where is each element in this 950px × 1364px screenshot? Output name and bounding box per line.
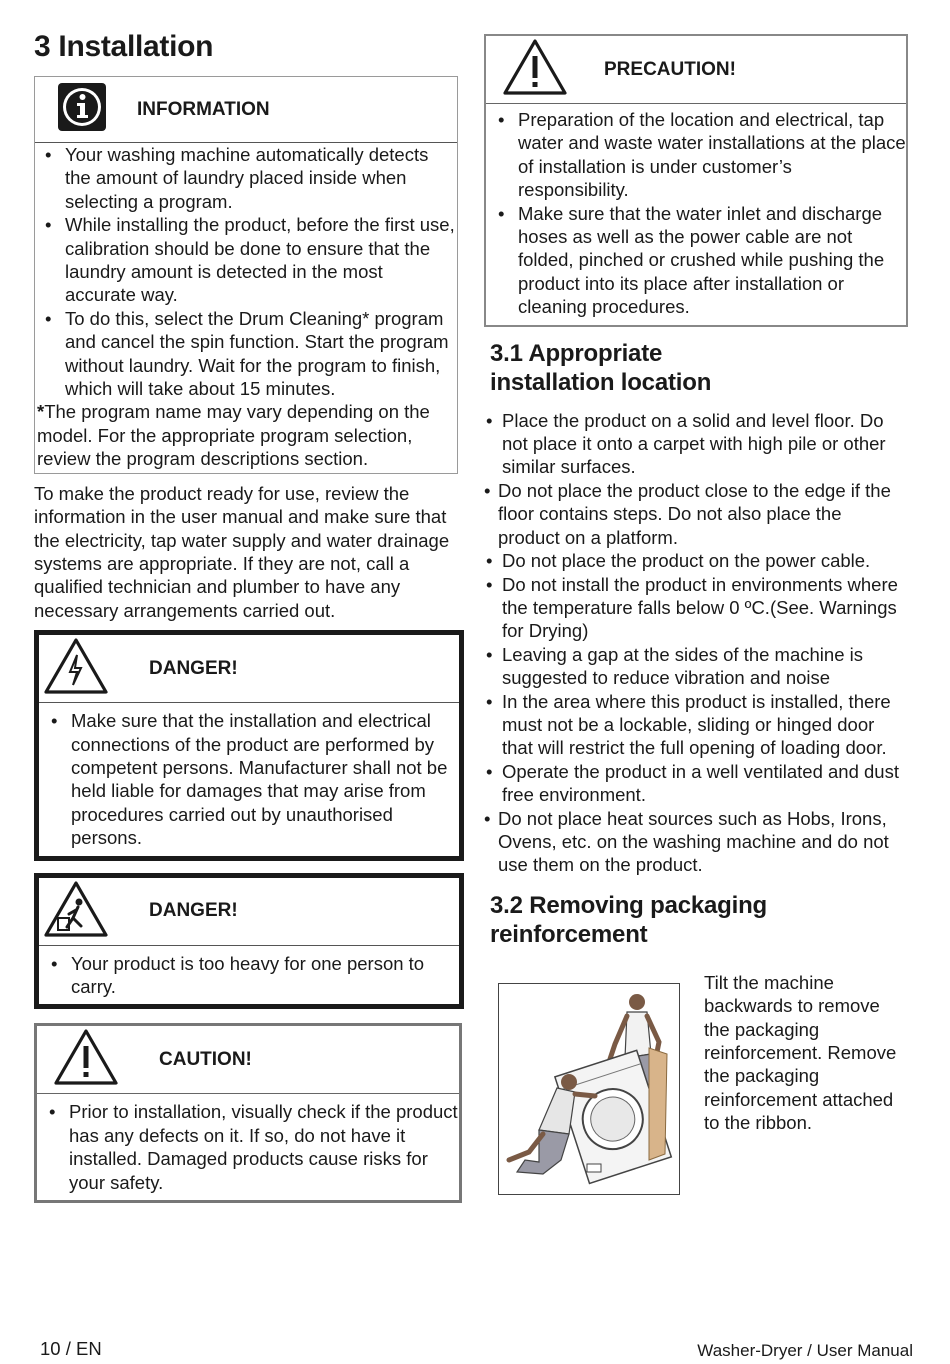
warning-triangle-icon	[502, 38, 568, 101]
danger-heavy-header	[39, 878, 459, 946]
information-list	[35, 143, 457, 400]
packaging-text: Tilt the machine backwards to remove the packaging reinforcement. Remove the packaging reinforcement attached to the ribbon.	[704, 971, 897, 1134]
heavy-load-icon	[43, 880, 109, 943]
list-item: • While installing the product, before the first use, calibration should be done to ensure that the laundry amount is detected in the most accurate way.	[35, 213, 457, 307]
packaging-figure-row	[484, 971, 908, 1195]
caution-label: CAUTION!	[159, 1048, 252, 1070]
page-title: 3 Installation	[34, 30, 214, 63]
precaution-label: PRECAUTION!	[604, 58, 736, 80]
list-item: • Your product is too heavy for one person to carry.	[39, 952, 459, 999]
danger-electric-list	[39, 703, 459, 855]
note-text: The program name may vary depending on the model. For the appropriate program selection, review the program descriptions section.	[37, 401, 430, 470]
list-item: • Prior to installation, visually check if the product has any defects on it. If so, do not have it installed. Damaged products cause risks for your safety.	[37, 1100, 459, 1194]
section-32-heading	[490, 891, 908, 949]
list-item: • Place the product on a solid and level floor. Do not place it onto a carpet with high pile or other similar surfaces.	[484, 409, 908, 479]
list-item: • Do not place the product close to the edge if the floor contains steps. Do not also place the product on a platform.	[484, 479, 908, 549]
danger-heavy-box	[34, 873, 464, 1010]
heading-line: 3.2 Removing packaging	[490, 891, 768, 919]
list-item: • Your washing machine automatically detects the amount of laundry placed inside when selecting a program.	[35, 143, 457, 213]
list-item: • Make sure that the water inlet and discharge hoses as well as the power cable are not folded, pinched or crushed while pushing the product into its place after installation or cleaning procedures.	[486, 202, 906, 319]
danger-heavy-list	[39, 946, 459, 1005]
caution-list	[37, 1094, 459, 1200]
information-icon	[57, 82, 107, 137]
danger-electric-header	[39, 635, 459, 703]
precaution-header	[486, 36, 906, 104]
packaging-illustration	[498, 983, 680, 1195]
caution-header	[37, 1026, 459, 1094]
page-number: 10 / EN	[40, 1338, 102, 1359]
list-item: • Leaving a gap at the sides of the machine is suggested to reduce vibration and noise	[484, 643, 908, 690]
caution-box	[34, 1023, 462, 1203]
information-note	[35, 400, 457, 472]
list-item: • Do not place heat sources such as Hobs, Irons, Ovens, etc. on the washing machine and do not use them on the product.	[484, 807, 908, 877]
list-item: • Do not place the product on the power cable.	[484, 549, 908, 572]
precaution-box	[484, 34, 908, 327]
information-box	[34, 76, 458, 474]
list-item: • In the area where this product is installed, there must not be a lockable, sliding or hinged door that will restrict the full opening of loading door.	[484, 690, 908, 760]
intro-paragraph: To make the product ready for use, review the information in the user manual and make sure that the electricity, tap water supply and water drainage systems are appropriate. If they are not, call a qualified technician and plumber to have any necessary arrangements carried out.	[34, 482, 450, 621]
list-item: • Do not install the product in environments where the temperature falls below 0 ºC.(See. Warnings for Drying)	[484, 573, 908, 643]
electric-hazard-icon	[43, 637, 109, 700]
warning-triangle-icon	[53, 1028, 119, 1091]
danger-heavy-label: DANGER!	[149, 900, 238, 922]
list-item: • To do this, select the Drum Cleaning* program and cancel the spin function. Start the program without laundry. Wait for the program to finish, which will take about 15 minutes.	[35, 307, 457, 401]
section-31-heading	[490, 339, 908, 397]
list-item: • Preparation of the location and electrical, tap water and waste water installations at the place of installation is under customer’s responsibility.	[486, 108, 906, 202]
list-item: • Operate the product in a well ventilated and dust free environment.	[484, 760, 908, 807]
information-header	[35, 77, 457, 143]
danger-electric-label: DANGER!	[149, 657, 238, 679]
list-item: • Make sure that the installation and electrical connections of the product are performed by competent persons. Manufacturer shall not be held liable for damages that may arise from procedures carried out by unauthorised persons.	[39, 709, 459, 849]
manual-title: Washer-Dryer / User Manual	[697, 1341, 913, 1360]
left-column	[34, 30, 458, 1203]
danger-electric-box	[34, 630, 464, 860]
heading-line: reinforcement	[490, 920, 648, 948]
precaution-list	[486, 104, 906, 325]
right-column	[484, 34, 908, 1195]
note-asterisk: *	[37, 401, 45, 423]
heading-line: 3.1 Appropriate	[490, 339, 663, 367]
information-label: INFORMATION	[137, 98, 270, 120]
section-31-list	[484, 409, 908, 877]
heading-line: installation location	[490, 368, 712, 396]
